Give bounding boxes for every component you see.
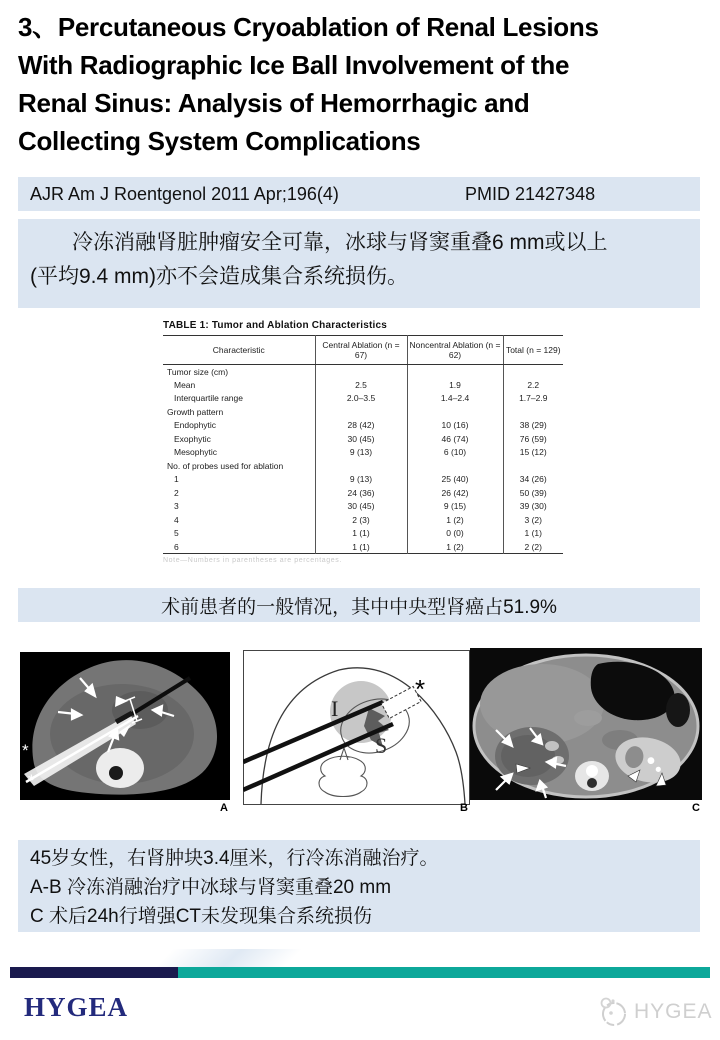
- row-value: [407, 459, 503, 473]
- footer-swoosh-decoration: [157, 949, 323, 967]
- row-value: 24 (36): [315, 486, 407, 500]
- row-value: 28 (42): [315, 419, 407, 433]
- row-value: 1 (2): [407, 513, 503, 527]
- row-value: [315, 459, 407, 473]
- table-row: [163, 540, 563, 554]
- asterisk-1: *: [22, 741, 29, 760]
- col-characteristic: Characteristic: [163, 336, 315, 365]
- row-value: [503, 365, 563, 379]
- row-label: Growth pattern: [167, 406, 224, 417]
- row-value: 38 (29): [503, 419, 563, 433]
- row-value: 2 (2): [503, 540, 563, 554]
- row-value: 6 (10): [407, 446, 503, 460]
- row-value: 0 (0): [407, 527, 503, 541]
- asterisk-2: *: [28, 771, 35, 790]
- schematic-diagram: [243, 650, 470, 805]
- row-value: 1.7–2.9: [503, 392, 563, 406]
- panel-a-label: A: [220, 802, 228, 814]
- sinus-label: S: [375, 733, 388, 758]
- row-value: 10 (16): [407, 419, 503, 433]
- table-row: [163, 405, 563, 419]
- row-value: 9 (13): [315, 473, 407, 487]
- watermark-label: HYGEA: [634, 1000, 713, 1023]
- table-row: [163, 419, 563, 433]
- figure-panel-a: [20, 652, 230, 814]
- row-value: 76 (59): [503, 432, 563, 446]
- row-value: 9 (15): [407, 500, 503, 514]
- row-value: [503, 405, 563, 419]
- row-value: 2.2: [503, 378, 563, 392]
- title-line-3: Renal Sinus: Analysis of Hemorrhagic and: [18, 88, 530, 118]
- title-line-2: With Radiographic Ice Ball Involvement of the: [18, 50, 570, 80]
- hygea-logo-text: HYGEA: [24, 992, 129, 1022]
- row-label: 5: [174, 528, 179, 539]
- row-value: [315, 405, 407, 419]
- row-value: 50 (39): [503, 486, 563, 500]
- row-label: 3: [174, 501, 179, 512]
- table-footnote: Note—Numbers in parentheses are percentages.: [163, 557, 342, 564]
- row-value: 2 (3): [315, 513, 407, 527]
- table-row: [163, 527, 563, 541]
- title-line-4: Collecting System Complications: [18, 126, 421, 156]
- ct-image-prone-cryoprobe: [20, 652, 230, 800]
- table-row: [163, 513, 563, 527]
- hygea-watermark-icon: [598, 996, 628, 1028]
- row-value: 1 (2): [407, 540, 503, 554]
- row-label: Interquartile range: [174, 393, 243, 404]
- row-value: 1.4–2.4: [407, 392, 503, 406]
- row-value: 9 (13): [315, 446, 407, 460]
- case-note-line-3: C 术后24h行增强CT未发现集合系统损伤: [30, 906, 373, 927]
- summary-band: [18, 219, 700, 308]
- summary-line-1: 冷冻消融肾脏肿瘤安全可靠，冰球与肾窦重叠6 mm或以上: [72, 231, 608, 254]
- table-title: TABLE 1: Tumor and Ablation Characteristics: [163, 320, 388, 331]
- table-body: [163, 365, 563, 554]
- panel-b-label: B: [460, 802, 468, 814]
- row-value: [407, 365, 503, 379]
- table-row: [163, 500, 563, 514]
- row-label: Endophytic: [174, 420, 217, 431]
- pmid: PMID 21427348: [465, 183, 596, 204]
- citation-band: [18, 177, 700, 211]
- row-label: Mesophytic: [174, 447, 217, 458]
- row-value: [503, 459, 563, 473]
- figure-panel-c: [470, 648, 702, 814]
- watermark: [598, 996, 713, 1028]
- row-value: 2.0–3.5: [315, 392, 407, 406]
- table-row: [163, 486, 563, 500]
- table-row: [163, 473, 563, 487]
- table-figure: [163, 320, 563, 564]
- row-value: 25 (40): [407, 473, 503, 487]
- panel-c-label: C: [692, 802, 700, 814]
- row-value: 3 (2): [503, 513, 563, 527]
- table-caption-band: [18, 588, 700, 622]
- row-value: 26 (42): [407, 486, 503, 500]
- row-value: 2.5: [315, 378, 407, 392]
- characteristics-table: [163, 335, 563, 554]
- summary-line-2: (平均9.4 mm)亦不会造成集合系统损伤。: [30, 265, 408, 288]
- row-value: 30 (45): [315, 432, 407, 446]
- table-row: [163, 459, 563, 473]
- row-value: [315, 365, 407, 379]
- col-central: Central Ablation (n = 67): [315, 336, 407, 365]
- table-row: [163, 365, 563, 379]
- row-value: [407, 405, 503, 419]
- row-value: 39 (30): [503, 500, 563, 514]
- table-caption: 术前患者的一般情况，其中中央型肾癌占51.9%: [161, 596, 557, 618]
- table-row: [163, 378, 563, 392]
- ct-image-followup: [470, 648, 702, 800]
- table-row: [163, 432, 563, 446]
- footer-bar-navy: [10, 967, 178, 978]
- row-value: 30 (45): [315, 500, 407, 514]
- journal-citation: AJR Am J Roentgenol 2011 Apr;196(4): [30, 183, 339, 204]
- case-note-line-1: 45岁女性，右肾肿块3.4厘米，行冷冻消融治疗。: [30, 848, 439, 869]
- col-total: Total (n = 129): [503, 336, 563, 365]
- row-value: 1 (1): [315, 527, 407, 541]
- case-notes-band: [18, 840, 700, 932]
- row-label: Exophytic: [174, 433, 211, 444]
- footer-bar-teal: [178, 967, 710, 978]
- row-label: Mean: [174, 379, 196, 390]
- row-value: 46 (74): [407, 432, 503, 446]
- row-label: 6: [174, 541, 179, 552]
- col-noncentral: Noncentral Ablation (n = 62): [407, 336, 503, 365]
- row-value: 1.9: [407, 378, 503, 392]
- title-line-1: 3、Percutaneous Cryoablation of Renal Lesions: [18, 12, 599, 42]
- table-row: [163, 446, 563, 460]
- asterisk: *: [415, 674, 426, 704]
- row-label: 4: [174, 514, 179, 525]
- row-label: 2: [174, 487, 179, 498]
- row-label: 1: [174, 474, 179, 485]
- row-label: No. of probes used for ablation: [167, 460, 284, 471]
- figure-panel-b: [243, 650, 470, 814]
- row-value: 1 (1): [503, 527, 563, 541]
- row-value: 34 (26): [503, 473, 563, 487]
- table-row: [163, 392, 563, 406]
- table-header-row: [163, 336, 563, 365]
- case-note-line-2: A-B 冷冻消融治疗中冰球与肾窦重叠20 mm: [30, 877, 392, 898]
- row-label: Tumor size (cm): [167, 366, 229, 377]
- iceball-label: I: [331, 696, 339, 721]
- row-value: 1 (1): [315, 540, 407, 554]
- page-title: [18, 8, 710, 160]
- row-value: 15 (12): [503, 446, 563, 460]
